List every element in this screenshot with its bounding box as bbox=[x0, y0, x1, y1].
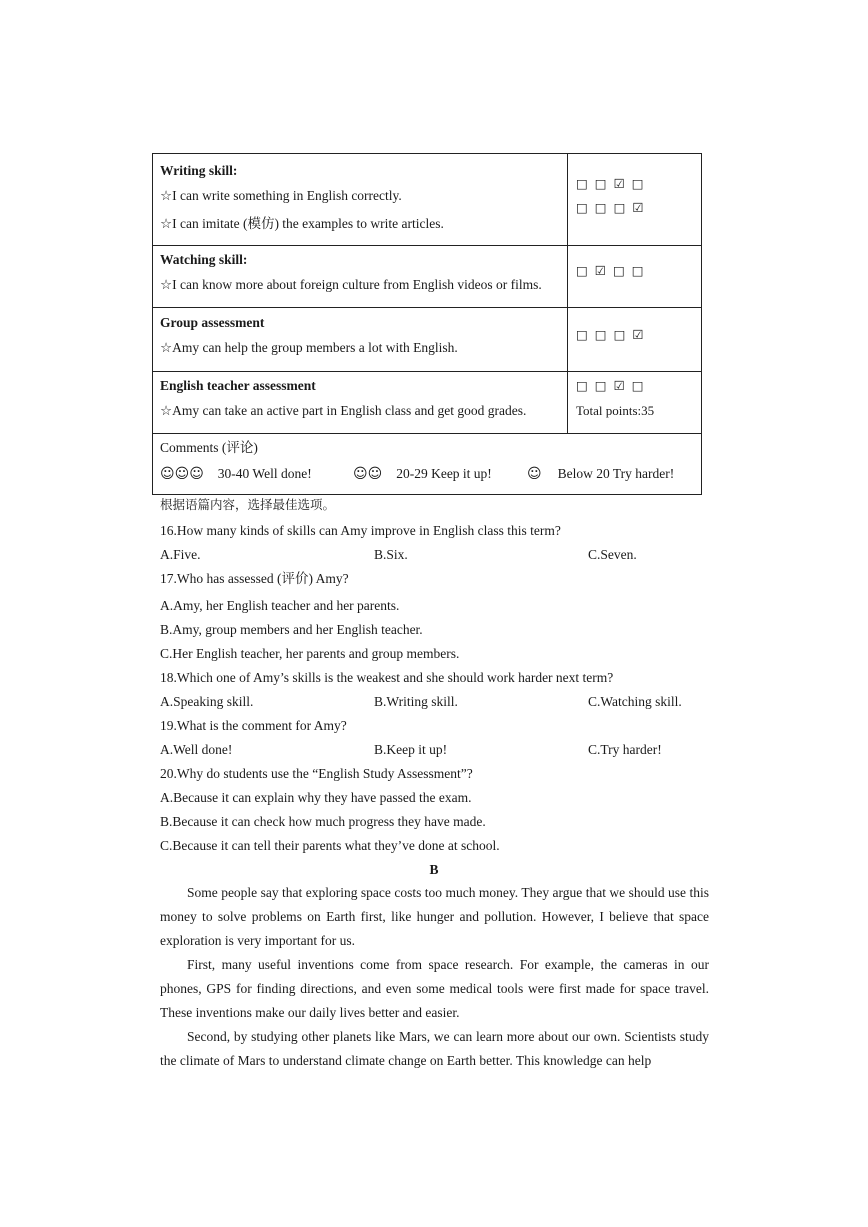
table-row bbox=[153, 308, 701, 372]
skill-heading: Writing skill: bbox=[160, 163, 238, 178]
comments-row bbox=[153, 434, 701, 494]
skill-item: ☆Amy can help the group members a lot with English. bbox=[160, 340, 458, 355]
table-row bbox=[153, 372, 701, 434]
total-points: Total points:35 bbox=[576, 403, 655, 418]
comments-label: Comments (评论) bbox=[160, 440, 258, 455]
skill-description-cell bbox=[153, 372, 568, 433]
rating-checkboxes: □ □ ☑ □ bbox=[576, 176, 646, 191]
question-stem: 17.Who has assessed (评价) Amy? bbox=[160, 571, 349, 586]
table-row bbox=[153, 246, 701, 308]
rating-checkboxes: □ □ □ ☑ bbox=[576, 200, 646, 215]
answer-option: A.Five. bbox=[160, 547, 201, 562]
comment-level-text: 30-40 Well done! bbox=[217, 466, 312, 481]
passage-paragraph: First, many useful inventions come from space research. For example, the cameras in our phones, GPS for finding directions, and even some medical tools were first made for space travel. These inventions make our daily lives better and easier. bbox=[160, 957, 709, 1020]
skill-item: ☆I can know more about foreign culture from English videos or films. bbox=[160, 277, 542, 292]
skill-heading: English teacher assessment bbox=[160, 378, 316, 393]
comment-level bbox=[160, 465, 312, 483]
answer-option: B.Keep it up! bbox=[374, 742, 448, 757]
comment-level bbox=[527, 465, 674, 483]
question-stem: 18.Which one of Amy’s skills is the weakest and she should work harder next term? bbox=[160, 670, 614, 685]
passage-paragraph: Second, by studying other planets like Mars, we can learn more about our own. Scientists study the climate of Mars to understand climate change on Earth better. This knowledge can help bbox=[160, 1029, 709, 1068]
passage-paragraph: Some people say that exploring space costs too much money. They argue that we should use this money to solve problems on Earth first, like hunger and pollution. However, I believe that space exploration is very important for us. bbox=[160, 885, 709, 948]
answer-option: C.Because it can tell their parents what they’ve done at school. bbox=[160, 838, 500, 853]
question-stem: 20.Why do students use the “English Study Assessment”? bbox=[160, 766, 473, 781]
rating-checkboxes: □ ☑ □ □ bbox=[576, 263, 646, 278]
answer-option: C.Her English teacher, her parents and group members. bbox=[160, 646, 460, 661]
rating-cell bbox=[568, 372, 701, 433]
instruction-text: 根据语篇内容，选择最佳选项。 bbox=[160, 497, 336, 512]
skill-description-cell bbox=[153, 246, 568, 307]
comment-level-text: Below 20 Try harder! bbox=[557, 466, 675, 481]
skill-heading: Group assessment bbox=[160, 315, 265, 330]
skill-item: ☆I can write something in English correctly. bbox=[160, 188, 402, 203]
smiley-icon: ☺☺ bbox=[353, 466, 383, 482]
answer-option: C.Watching skill. bbox=[588, 694, 682, 709]
comment-level bbox=[353, 465, 492, 483]
skill-item: ☆Amy can take an active part in English class and get good grades. bbox=[160, 403, 527, 418]
skill-description-cell bbox=[153, 308, 568, 371]
skill-heading: Watching skill: bbox=[160, 252, 248, 267]
answer-option: A.Because it can explain why they have passed the exam. bbox=[160, 790, 472, 805]
rating-cell bbox=[568, 154, 701, 245]
answer-option: A.Speaking skill. bbox=[160, 694, 254, 709]
rating-checkboxes: □ □ □ ☑ bbox=[576, 327, 646, 342]
answer-option: A.Amy, her English teacher and her parents. bbox=[160, 598, 400, 613]
table-row bbox=[153, 154, 701, 246]
skill-item: ☆I can imitate (模仿) the examples to write articles. bbox=[160, 216, 444, 231]
rating-cell bbox=[568, 246, 701, 307]
answer-option: C.Try harder! bbox=[588, 742, 662, 757]
answer-option: C.Seven. bbox=[588, 547, 637, 562]
smiley-icon: ☺ bbox=[527, 466, 542, 482]
question-stem: 19.What is the comment for Amy? bbox=[160, 718, 347, 733]
comments-cell bbox=[153, 434, 701, 494]
answer-option: A.Well done! bbox=[160, 742, 233, 757]
answer-option: B.Six. bbox=[374, 547, 408, 562]
smiley-icon: ☺☺☺ bbox=[160, 466, 204, 482]
comment-levels bbox=[160, 465, 694, 483]
answer-option: B.Because it can check how much progress they have made. bbox=[160, 814, 486, 829]
section-label: B bbox=[429, 862, 439, 877]
rating-checkboxes: □ □ ☑ □ bbox=[576, 378, 646, 393]
rating-cell bbox=[568, 308, 701, 371]
question-stem: 16.How many kinds of skills can Amy improve in English class this term? bbox=[160, 523, 561, 538]
answer-option: B.Writing skill. bbox=[374, 694, 458, 709]
assessment-table bbox=[152, 153, 702, 495]
answer-option: B.Amy, group members and her English teacher. bbox=[160, 622, 423, 637]
comment-level-text: 20-29 Keep it up! bbox=[396, 466, 492, 481]
skill-description-cell bbox=[153, 154, 568, 245]
